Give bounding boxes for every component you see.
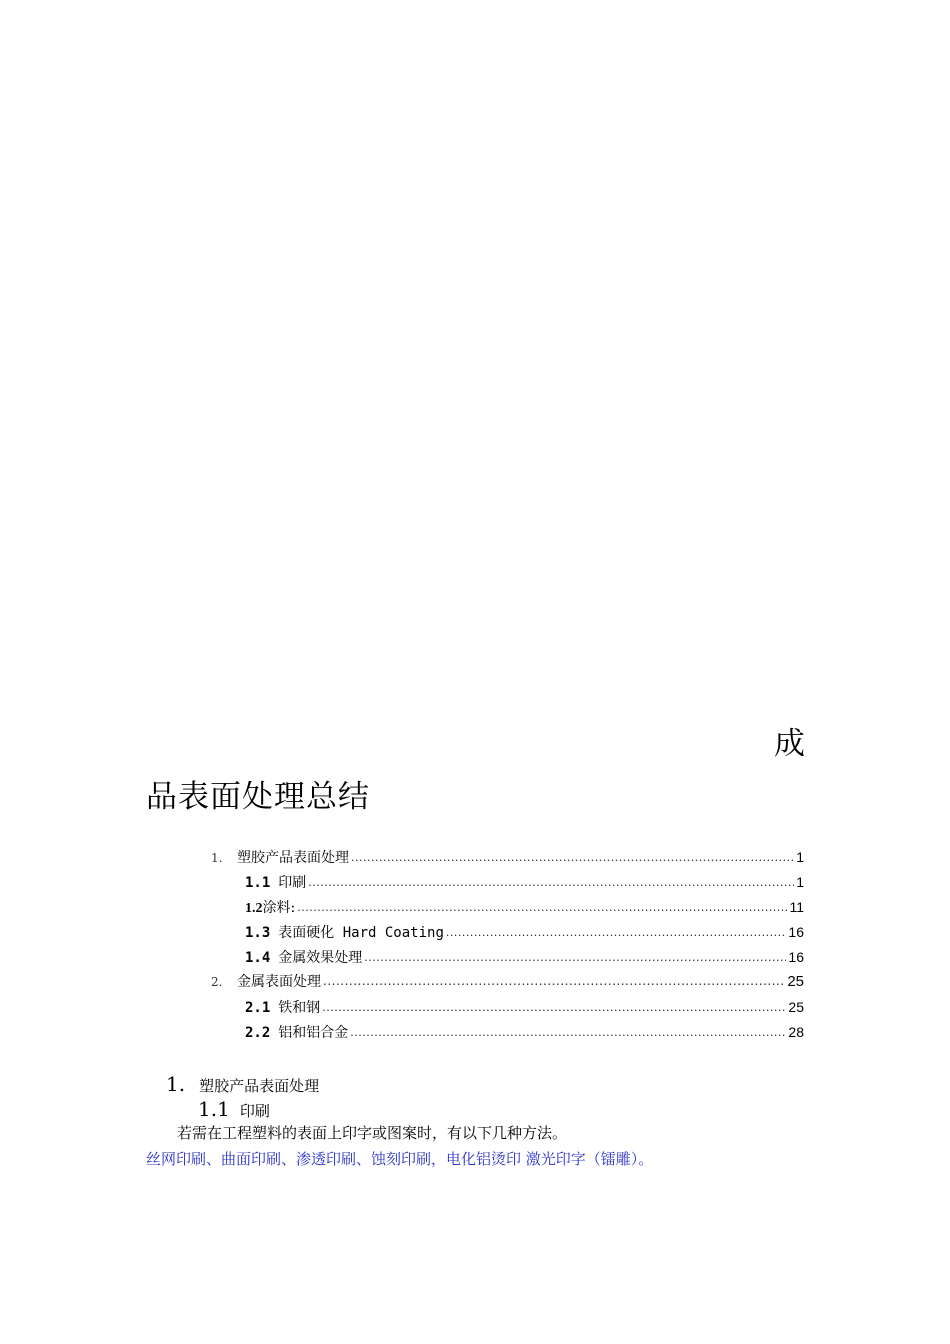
toc-leader-dots [364,947,786,969]
document-title-first-char: 成 [774,726,805,762]
toc-entry[interactable] [211,971,804,993]
toc-entry-page: 25 [788,999,804,1015]
section-heading-1-number: 1. [166,1072,186,1096]
toc-leader-dots [351,847,794,869]
toc-entry-text: 金属表面处理 [237,974,321,990]
toc-entry-page: 1 [796,874,804,890]
toc-leader-dots [446,922,787,944]
printing-methods-line: 丝网印刷、曲面印刷、渗透印刷、蚀刻印刷，电化铝烫印 激光印字（镭雕）。 [146,1150,654,1168]
toc-entry-text: 塑胶产品表面处理 [237,850,349,866]
toc-entry[interactable] [245,1021,804,1043]
toc-entry-text: 印刷 [278,875,307,891]
toc-entry-page: 28 [788,1024,804,1040]
toc-leader-dots [322,997,786,1019]
toc-entry-text: 涂料: [262,900,296,916]
section-heading-1-1-text: 印刷 [239,1102,270,1120]
toc-entry-number: 1.3 [245,925,271,941]
body-paragraph: 若需在工程塑料的表面上印字或图案时，有以下几种方法。 [177,1124,568,1142]
toc-entry-page: 1 [796,849,804,865]
toc-entry-number: 1.2 [245,901,263,916]
toc-entry-number: 1.1 [245,875,271,891]
toc-entry[interactable] [211,846,804,868]
toc-entry-text: 金属效果处理 [278,950,363,966]
toc-entry-page: 11 [789,899,804,915]
toc-entry-number: 2.1 [245,1000,271,1016]
toc-entry-page: 16 [788,949,804,965]
section-heading-1-text: 塑胶产品表面处理 [199,1077,320,1095]
toc-entry-number: 2. [211,975,223,989]
toc-entry-page: 16 [788,924,804,940]
toc-entry-number: 1. [211,851,223,865]
toc-entry-text: 铝和铝合金 [278,1025,349,1041]
toc-leader-dots [350,1022,786,1044]
section-heading-1-1-number: 1.1 [198,1097,230,1121]
toc-leader-dots [297,897,787,919]
toc-leader-dots [323,970,785,992]
toc-entry[interactable] [245,871,804,893]
toc-entry-number: 2.2 [245,1025,271,1041]
toc-entry[interactable] [245,921,804,943]
section-heading-1 [166,1071,319,1099]
toc-entry[interactable] [245,996,804,1018]
toc-entry-text: 铁和钢 [278,1000,321,1016]
toc-entry-text: 表面硬化 Hard Coating [278,925,444,941]
toc-entry-page: 25 [787,973,804,990]
toc-entry-number: 1.4 [245,950,271,966]
section-heading-1-1 [198,1096,270,1124]
document-title: 品表面处理总结 [146,779,370,815]
toc-entry[interactable] [245,896,804,918]
toc-entry[interactable] [245,946,804,968]
toc-leader-dots [308,872,794,894]
